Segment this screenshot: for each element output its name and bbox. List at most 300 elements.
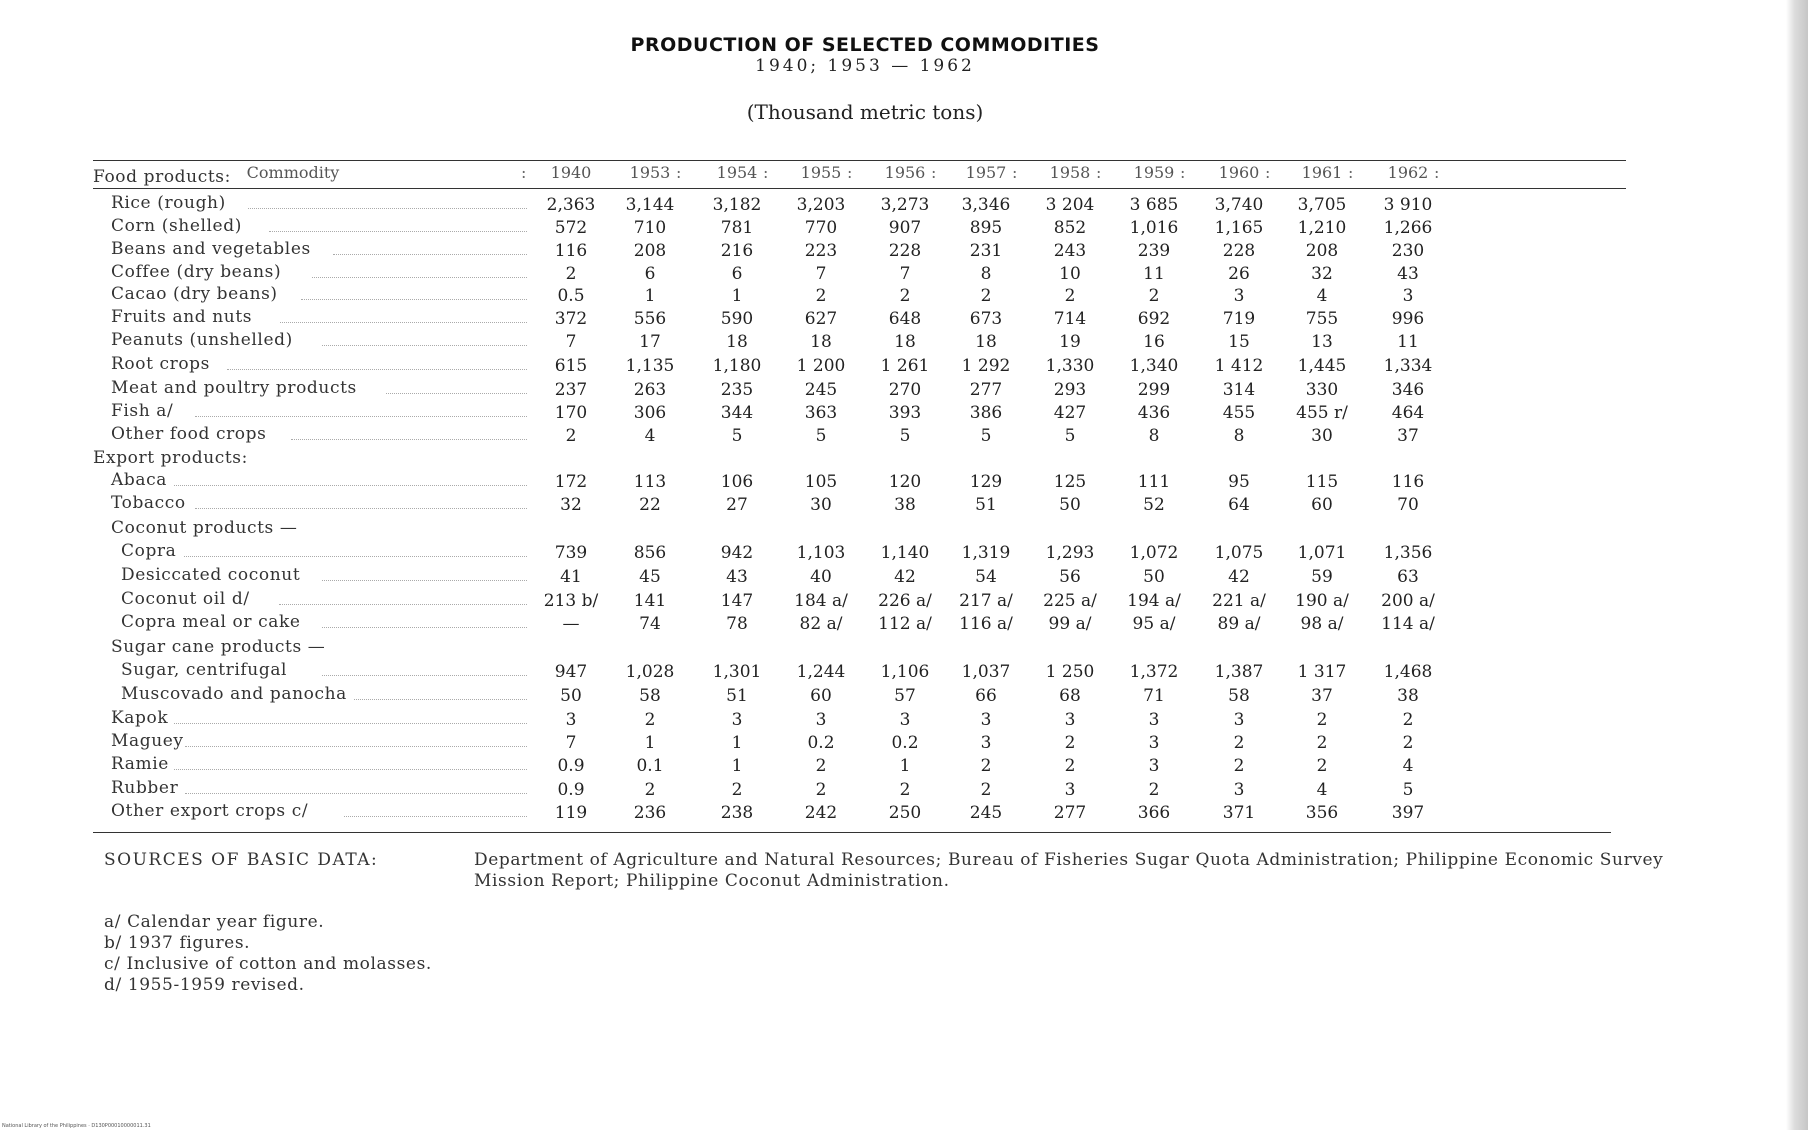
value-cell: 2	[1402, 710, 1414, 730]
table-row	[93, 378, 1623, 402]
commodity-label: Ramie	[111, 754, 169, 774]
value-cell: 1,165	[1214, 218, 1264, 238]
value-cell: 10	[1059, 264, 1081, 284]
archive-stamp: National Library of the Philippines · D130P00010000011.31	[2, 1123, 151, 1129]
commodity-label: Coffee (dry beans)	[111, 262, 282, 282]
header-separator: :	[676, 163, 682, 182]
value-cell: 0.2	[891, 733, 919, 753]
value-cell: 50	[1059, 495, 1081, 515]
value-cell: 60	[1311, 495, 1333, 515]
dot-leader	[322, 675, 527, 676]
value-cell: 2	[1316, 756, 1328, 776]
value-cell: 344	[720, 403, 754, 423]
value-cell: 217 a/	[959, 591, 1013, 611]
value-cell: 147	[720, 591, 754, 611]
commodity-label: Root crops	[111, 354, 210, 374]
value-cell: 57	[894, 686, 916, 706]
value-cell: 17	[639, 332, 661, 352]
value-cell: 3 204	[1045, 195, 1095, 215]
value-cell: 895	[969, 218, 1003, 238]
value-cell: 4	[1316, 286, 1328, 306]
value-cell: 346	[1391, 380, 1425, 400]
value-cell: 2	[1402, 733, 1414, 753]
commodity-label: Peanuts (unshelled)	[111, 330, 293, 350]
value-cell: 464	[1391, 403, 1425, 423]
footnotes	[104, 912, 432, 996]
value-cell: 3	[1064, 780, 1076, 800]
value-cell: 3	[1233, 780, 1245, 800]
value-cell: 95 a/	[1132, 614, 1176, 634]
value-cell: 1,356	[1383, 543, 1433, 563]
value-cell: 37	[1311, 686, 1333, 706]
value-cell: 3	[1402, 286, 1414, 306]
table-row	[93, 493, 1623, 517]
value-cell: 5	[731, 426, 743, 446]
value-cell: 907	[888, 218, 922, 238]
value-cell: 2	[1064, 756, 1076, 776]
value-cell: 3	[731, 710, 743, 730]
section-heading-row	[93, 637, 1623, 661]
value-cell: 18	[894, 332, 916, 352]
value-cell: 63	[1397, 567, 1419, 587]
value-cell: 3,203	[796, 195, 846, 215]
value-cell: 1,334	[1383, 356, 1433, 376]
value-cell: 170	[554, 403, 588, 423]
value-cell: 3,144	[625, 195, 675, 215]
value-cell: 0.9	[557, 780, 585, 800]
value-cell: 0.2	[807, 733, 835, 753]
table-row	[93, 612, 1623, 636]
table-row	[93, 660, 1623, 684]
header-separator: :	[1012, 163, 1018, 182]
value-cell: 32	[560, 495, 582, 515]
value-cell: 1,072	[1129, 543, 1179, 563]
value-cell: 2	[731, 780, 743, 800]
value-cell: 692	[1137, 309, 1171, 329]
value-cell: 105	[804, 472, 838, 492]
year-header-1960: 1960	[1218, 163, 1260, 182]
year-header-1953: 1953	[629, 163, 671, 182]
footnote: d/ 1955-1959 revised.	[104, 975, 305, 995]
value-cell: 116 a/	[959, 614, 1013, 634]
value-cell: 106	[720, 472, 754, 492]
value-cell: 2	[644, 780, 656, 800]
value-cell: 11	[1143, 264, 1165, 284]
value-cell: 116	[554, 241, 588, 261]
dot-leader	[354, 699, 527, 700]
value-cell: 194 a/	[1127, 591, 1181, 611]
value-cell: 43	[726, 567, 748, 587]
value-cell: 3 910	[1383, 195, 1433, 215]
value-cell: 1,103	[796, 543, 846, 563]
year-header-1959: 1959	[1133, 163, 1175, 182]
value-cell: 5	[1064, 426, 1076, 446]
value-cell: 71	[1143, 686, 1165, 706]
value-cell: 306	[633, 403, 667, 423]
value-cell: 0.1	[636, 756, 664, 776]
value-cell: 1,372	[1129, 662, 1179, 682]
value-cell: 6	[644, 264, 656, 284]
value-cell: 3	[1148, 733, 1160, 753]
value-cell: 2	[565, 426, 577, 446]
value-cell: 739	[554, 543, 588, 563]
commodity-label: Other export crops c/	[111, 801, 309, 821]
value-cell: 5	[1402, 780, 1414, 800]
value-cell: 1 292	[961, 356, 1011, 376]
value-cell: 141	[633, 591, 667, 611]
value-cell: 15	[1228, 332, 1250, 352]
value-cell: 4	[644, 426, 656, 446]
value-cell: 50	[560, 686, 582, 706]
value-cell: 1,037	[961, 662, 1011, 682]
commodity-label: Copra meal or cake	[121, 612, 301, 632]
commodity-label: Maguey	[111, 731, 184, 751]
value-cell: 40	[810, 567, 832, 587]
value-cell: 3 685	[1129, 195, 1179, 215]
value-cell: 2	[1233, 756, 1245, 776]
table-row	[93, 541, 1623, 565]
value-cell: 38	[1397, 686, 1419, 706]
dot-leader	[291, 439, 527, 440]
value-cell: 1,210	[1297, 218, 1347, 238]
value-cell: 673	[969, 309, 1003, 329]
commodity-label: Tobacco	[111, 493, 186, 513]
value-cell: 231	[969, 241, 1003, 261]
value-cell: 1,071	[1297, 543, 1347, 563]
value-cell: 0.5	[557, 286, 585, 306]
commodity-label: Desiccated coconut	[121, 565, 301, 585]
value-cell: 38	[894, 495, 916, 515]
table-row	[93, 801, 1623, 825]
footnote: b/ 1937 figures.	[104, 933, 251, 953]
value-cell: 230	[1391, 241, 1425, 261]
value-cell: 111	[1137, 472, 1171, 492]
value-cell: 2	[815, 780, 827, 800]
commodity-label: Muscovado and panocha	[121, 684, 347, 704]
dot-leader	[322, 345, 527, 346]
table-row	[93, 778, 1623, 802]
value-cell: 1,340	[1129, 356, 1179, 376]
value-cell: 56	[1059, 567, 1081, 587]
table-row	[93, 401, 1623, 425]
table-row	[93, 731, 1623, 755]
value-cell: 58	[639, 686, 661, 706]
value-cell: 556	[633, 309, 667, 329]
dot-leader	[386, 393, 527, 394]
value-cell: 22	[639, 495, 661, 515]
value-cell: 66	[975, 686, 997, 706]
table-row	[93, 193, 1623, 217]
value-cell: 235	[720, 380, 754, 400]
value-cell: 2	[815, 756, 827, 776]
table-row	[93, 354, 1623, 378]
value-cell: 112 a/	[878, 614, 932, 634]
table-row	[93, 589, 1623, 613]
value-cell: 18	[726, 332, 748, 352]
value-cell: 1 261	[880, 356, 930, 376]
value-cell: 1,028	[625, 662, 675, 682]
value-cell: 30	[1311, 426, 1333, 446]
value-cell: 947	[554, 662, 588, 682]
value-cell: 710	[633, 218, 667, 238]
table-row	[93, 216, 1623, 240]
value-cell: 615	[554, 356, 588, 376]
value-cell: 590	[720, 309, 754, 329]
value-cell: 1,330	[1045, 356, 1095, 376]
value-cell: 228	[888, 241, 922, 261]
commodity-label: Kapok	[111, 708, 169, 728]
value-cell: 3	[980, 710, 992, 730]
value-cell: 95	[1228, 472, 1250, 492]
value-cell: 0.9	[557, 756, 585, 776]
value-cell: 58	[1228, 686, 1250, 706]
dot-leader	[174, 769, 527, 770]
dot-leader	[301, 299, 527, 300]
header-separator: :	[1265, 163, 1271, 182]
value-cell: 2	[1148, 780, 1160, 800]
header-separator: :	[1348, 163, 1354, 182]
dot-leader	[227, 369, 527, 370]
value-cell: 4	[1316, 780, 1328, 800]
value-cell: 52	[1143, 495, 1165, 515]
value-cell: 2	[980, 756, 992, 776]
table-row	[93, 754, 1623, 778]
value-cell: 99 a/	[1048, 614, 1092, 634]
value-cell: 2,363	[546, 195, 596, 215]
value-cell: 648	[888, 309, 922, 329]
header-separator: :	[931, 163, 937, 182]
table-row	[93, 565, 1623, 589]
header-separator: :	[1180, 163, 1186, 182]
value-cell: 42	[894, 567, 916, 587]
value-cell: 2	[565, 264, 577, 284]
value-cell: 1,135	[625, 356, 675, 376]
value-cell: 243	[1053, 241, 1087, 261]
value-cell: 393	[888, 403, 922, 423]
value-cell: 51	[975, 495, 997, 515]
value-cell: 2	[980, 286, 992, 306]
value-cell: 781	[720, 218, 754, 238]
dot-leader	[333, 254, 527, 255]
commodity-label: Other food crops	[111, 424, 267, 444]
section-heading-row	[93, 518, 1623, 542]
dot-leader	[248, 208, 527, 209]
value-cell: 942	[720, 543, 754, 563]
value-cell: 386	[969, 403, 1003, 423]
value-cell: 8	[1148, 426, 1160, 446]
value-cell: 1	[731, 756, 743, 776]
commodity-label: Cacao (dry beans)	[111, 284, 278, 304]
commodity-table	[93, 158, 1623, 836]
commodity-label: Copra	[121, 541, 177, 561]
sources-text: Department of Agriculture and Natural Resources; Bureau of Fisheries Sugar Quota Administration; Philippine Economic Survey Mission Report; Philippine Coconut Administration.	[474, 850, 1664, 891]
table-row	[93, 284, 1623, 308]
value-cell: 1,244	[796, 662, 846, 682]
value-cell: 455 r/	[1296, 403, 1348, 423]
value-cell: 27	[726, 495, 748, 515]
value-cell: 18	[810, 332, 832, 352]
value-cell: 1,140	[880, 543, 930, 563]
value-cell: 1	[899, 756, 911, 776]
year-header-1961: 1961	[1301, 163, 1343, 182]
value-cell: 1,106	[880, 662, 930, 682]
value-cell: 436	[1137, 403, 1171, 423]
page-edge-shadow	[1786, 0, 1808, 1130]
value-cell: 221 a/	[1212, 591, 1266, 611]
value-cell: 78	[726, 614, 748, 634]
value-cell: 245	[969, 803, 1003, 823]
value-cell: 89 a/	[1217, 614, 1261, 634]
dot-leader	[344, 816, 527, 817]
value-cell: 250	[888, 803, 922, 823]
header-separator: :	[1096, 163, 1102, 182]
page-title: PRODUCTION OF SELECTED COMMODITIES	[630, 34, 1100, 56]
value-cell: 7	[565, 332, 577, 352]
value-cell: 3	[980, 733, 992, 753]
value-cell: 3,182	[712, 195, 762, 215]
value-cell: 16	[1143, 332, 1165, 352]
dot-leader	[184, 556, 527, 557]
value-cell: 8	[1233, 426, 1245, 446]
value-cell: 856	[633, 543, 667, 563]
header-separator: :	[1434, 163, 1440, 182]
commodity-label: Abaca	[111, 470, 167, 490]
commodity-column-header: Commodity	[246, 163, 340, 182]
value-cell: 5	[980, 426, 992, 446]
value-cell: 2	[899, 286, 911, 306]
value-cell: 113	[633, 472, 667, 492]
value-cell: 3,346	[961, 195, 1011, 215]
dot-leader	[279, 604, 527, 605]
value-cell: 770	[804, 218, 838, 238]
value-cell: 7	[815, 264, 827, 284]
value-cell: 74	[639, 614, 661, 634]
value-cell: 245	[804, 380, 838, 400]
commodity-label: Meat and poultry products	[111, 378, 357, 398]
value-cell: 1,468	[1383, 662, 1433, 682]
header-separator: :	[521, 163, 527, 182]
value-cell: 7	[565, 733, 577, 753]
value-cell: 852	[1053, 218, 1087, 238]
commodity-label: Rice (rough)	[111, 193, 226, 213]
value-cell: 68	[1059, 686, 1081, 706]
table-top-rule	[93, 160, 1626, 161]
value-cell: 213 b/	[543, 591, 599, 611]
value-cell: 3	[565, 710, 577, 730]
commodity-label: Fruits and nuts	[111, 307, 253, 327]
value-cell: 223	[804, 241, 838, 261]
value-cell: 3,705	[1297, 195, 1347, 215]
commodity-label: Corn (shelled)	[111, 216, 242, 236]
section-label: Coconut products —	[111, 518, 298, 538]
dot-leader	[185, 793, 527, 794]
value-cell: 1,016	[1129, 218, 1179, 238]
value-cell: 314	[1222, 380, 1256, 400]
value-cell: 1,293	[1045, 543, 1095, 563]
value-cell: 37	[1397, 426, 1419, 446]
value-cell: 270	[888, 380, 922, 400]
value-cell: 54	[975, 567, 997, 587]
value-cell: 208	[633, 241, 667, 261]
dot-leader	[322, 580, 527, 581]
value-cell: 238	[720, 803, 754, 823]
value-cell: 2	[1316, 710, 1328, 730]
table-row	[93, 330, 1623, 354]
value-cell: 3,740	[1214, 195, 1264, 215]
table-row	[93, 424, 1623, 448]
dot-leader	[174, 485, 527, 486]
value-cell: 51	[726, 686, 748, 706]
section-heading-row	[93, 448, 1623, 472]
table-row	[93, 262, 1623, 286]
value-cell: 1 412	[1214, 356, 1264, 376]
value-cell: 714	[1053, 309, 1087, 329]
value-cell: 1 317	[1297, 662, 1347, 682]
table-row	[93, 239, 1623, 263]
commodity-label: Coconut oil d/	[121, 589, 250, 609]
value-cell: 277	[1053, 803, 1087, 823]
section-heading-row	[93, 167, 1623, 191]
value-cell: 172	[554, 472, 588, 492]
value-cell: 356	[1305, 803, 1339, 823]
value-cell: 2	[1316, 733, 1328, 753]
value-cell: 26	[1228, 264, 1250, 284]
value-cell: 3	[1233, 710, 1245, 730]
value-cell: 70	[1397, 495, 1419, 515]
year-header-1958: 1958	[1049, 163, 1091, 182]
value-cell: 43	[1397, 264, 1419, 284]
dot-leader	[280, 322, 527, 323]
value-cell: 30	[810, 495, 832, 515]
dot-leader	[269, 231, 527, 232]
value-cell: 2	[1064, 286, 1076, 306]
value-cell: 2	[1064, 733, 1076, 753]
value-cell: 216	[720, 241, 754, 261]
value-cell: 190 a/	[1295, 591, 1349, 611]
sources-label: SOURCES OF BASIC DATA:	[104, 850, 379, 870]
value-cell: 455	[1222, 403, 1256, 423]
value-cell: 366	[1137, 803, 1171, 823]
value-cell: 19	[1059, 332, 1081, 352]
value-cell: 1	[731, 733, 743, 753]
value-cell: 3	[1148, 710, 1160, 730]
table-row	[93, 684, 1623, 708]
year-header-1957: 1957	[965, 163, 1007, 182]
year-header-1956: 1956	[884, 163, 926, 182]
year-header-1940: 1940	[550, 163, 592, 182]
year-range-subtitle: 1940; 1953 — 1962	[755, 56, 975, 76]
value-cell: 116	[1391, 472, 1425, 492]
value-cell: 2	[899, 780, 911, 800]
value-cell: 6	[731, 264, 743, 284]
value-cell: 82 a/	[799, 614, 843, 634]
value-cell: 1 250	[1045, 662, 1095, 682]
value-cell: 299	[1137, 380, 1171, 400]
value-cell: 98 a/	[1300, 614, 1344, 634]
value-cell: 755	[1305, 309, 1339, 329]
value-cell: 2	[1148, 286, 1160, 306]
value-cell: 60	[810, 686, 832, 706]
value-cell: 236	[633, 803, 667, 823]
value-cell: 1,387	[1214, 662, 1264, 682]
value-cell: 200 a/	[1381, 591, 1435, 611]
value-cell: 50	[1143, 567, 1165, 587]
value-cell: 1	[731, 286, 743, 306]
dot-leader	[322, 627, 527, 628]
commodity-label: Sugar, centrifugal	[121, 660, 288, 680]
value-cell: 330	[1305, 380, 1339, 400]
value-cell: 1,319	[961, 543, 1011, 563]
